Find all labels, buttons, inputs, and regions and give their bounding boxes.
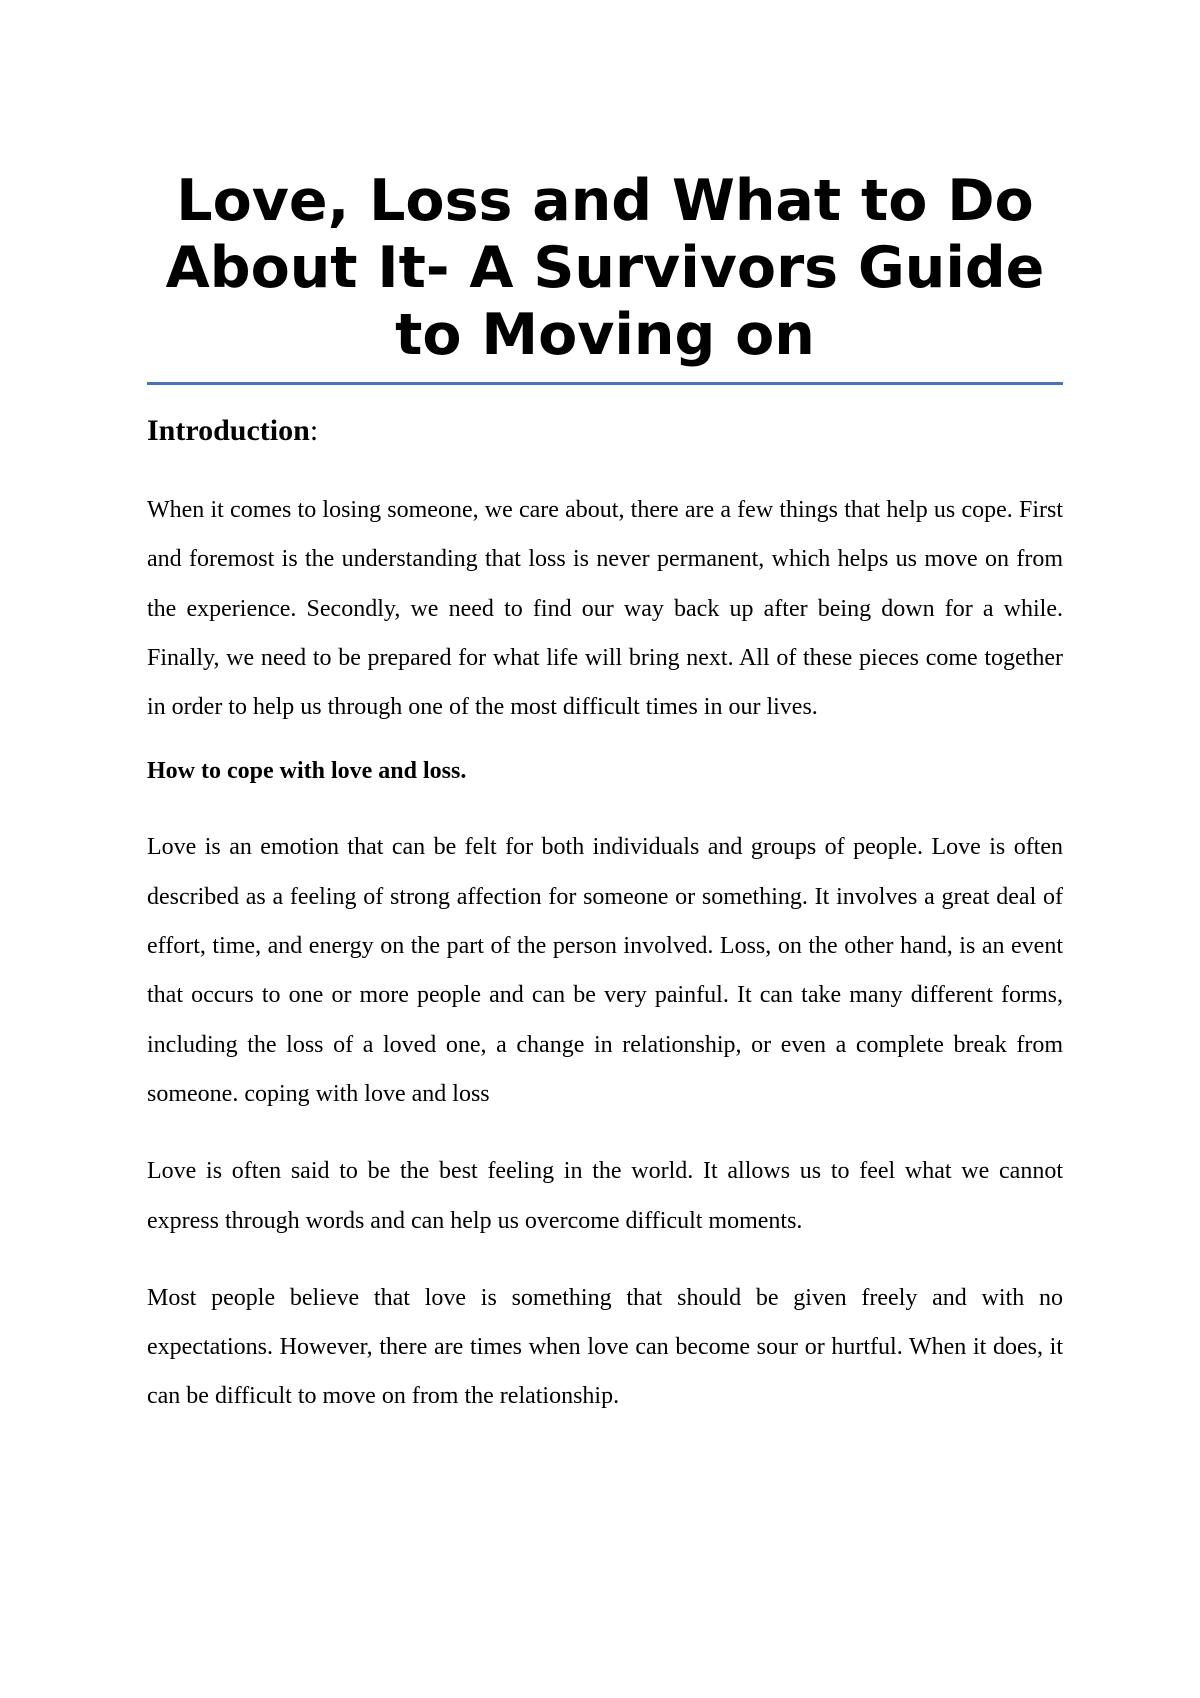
title-underline bbox=[147, 382, 1063, 385]
body-paragraph-3: Most people believe that love is something that should be given freely and with no expectations. However, there are times when love can become sour or hurtful. When it does, it can be difficult to move on from the relationship. bbox=[147, 1284, 1063, 1410]
body-paragraph-2: Love is often said to be the best feeling in the world. It allows us to feel what we cannot express through words and can help us overcome difficult moments. bbox=[147, 1158, 1063, 1234]
introduction-heading bbox=[147, 413, 1063, 449]
body-paragraph-1: Love is an emotion that can be felt for both individuals and groups of people. Love is often described as a feeling of strong affection for someone or something. It involves a great deal of effort, time, and energy on the part of the person involved. Loss, on the other hand, is an event that occurs to one or more people and can be very painful. It can take many different forms, including the loss of a loved one, a change in relationship, or even a complete break from someone. coping with love and loss bbox=[147, 834, 1063, 1107]
document-body bbox=[147, 168, 1063, 1422]
introduction-paragraph: When it comes to losing someone, we care about, there are a few things that help us cope. First and foremost is the understanding that loss is never permanent, which helps us move on from the experience. Secondly, we need to find our way back up after being down for a while. Finally, we need to be prepared for what life will bring next. All of these pieces come together in order to help us through one of the most difficult times in our lives. bbox=[147, 497, 1063, 721]
introduction-heading-colon: : bbox=[309, 414, 319, 447]
introduction-heading-text: Introduction bbox=[147, 414, 310, 447]
document-title: Love, Loss and What to Do About It- A Survivors Guide to Moving on bbox=[165, 168, 1045, 368]
section-subheading: How to cope with love and loss. bbox=[147, 758, 467, 785]
